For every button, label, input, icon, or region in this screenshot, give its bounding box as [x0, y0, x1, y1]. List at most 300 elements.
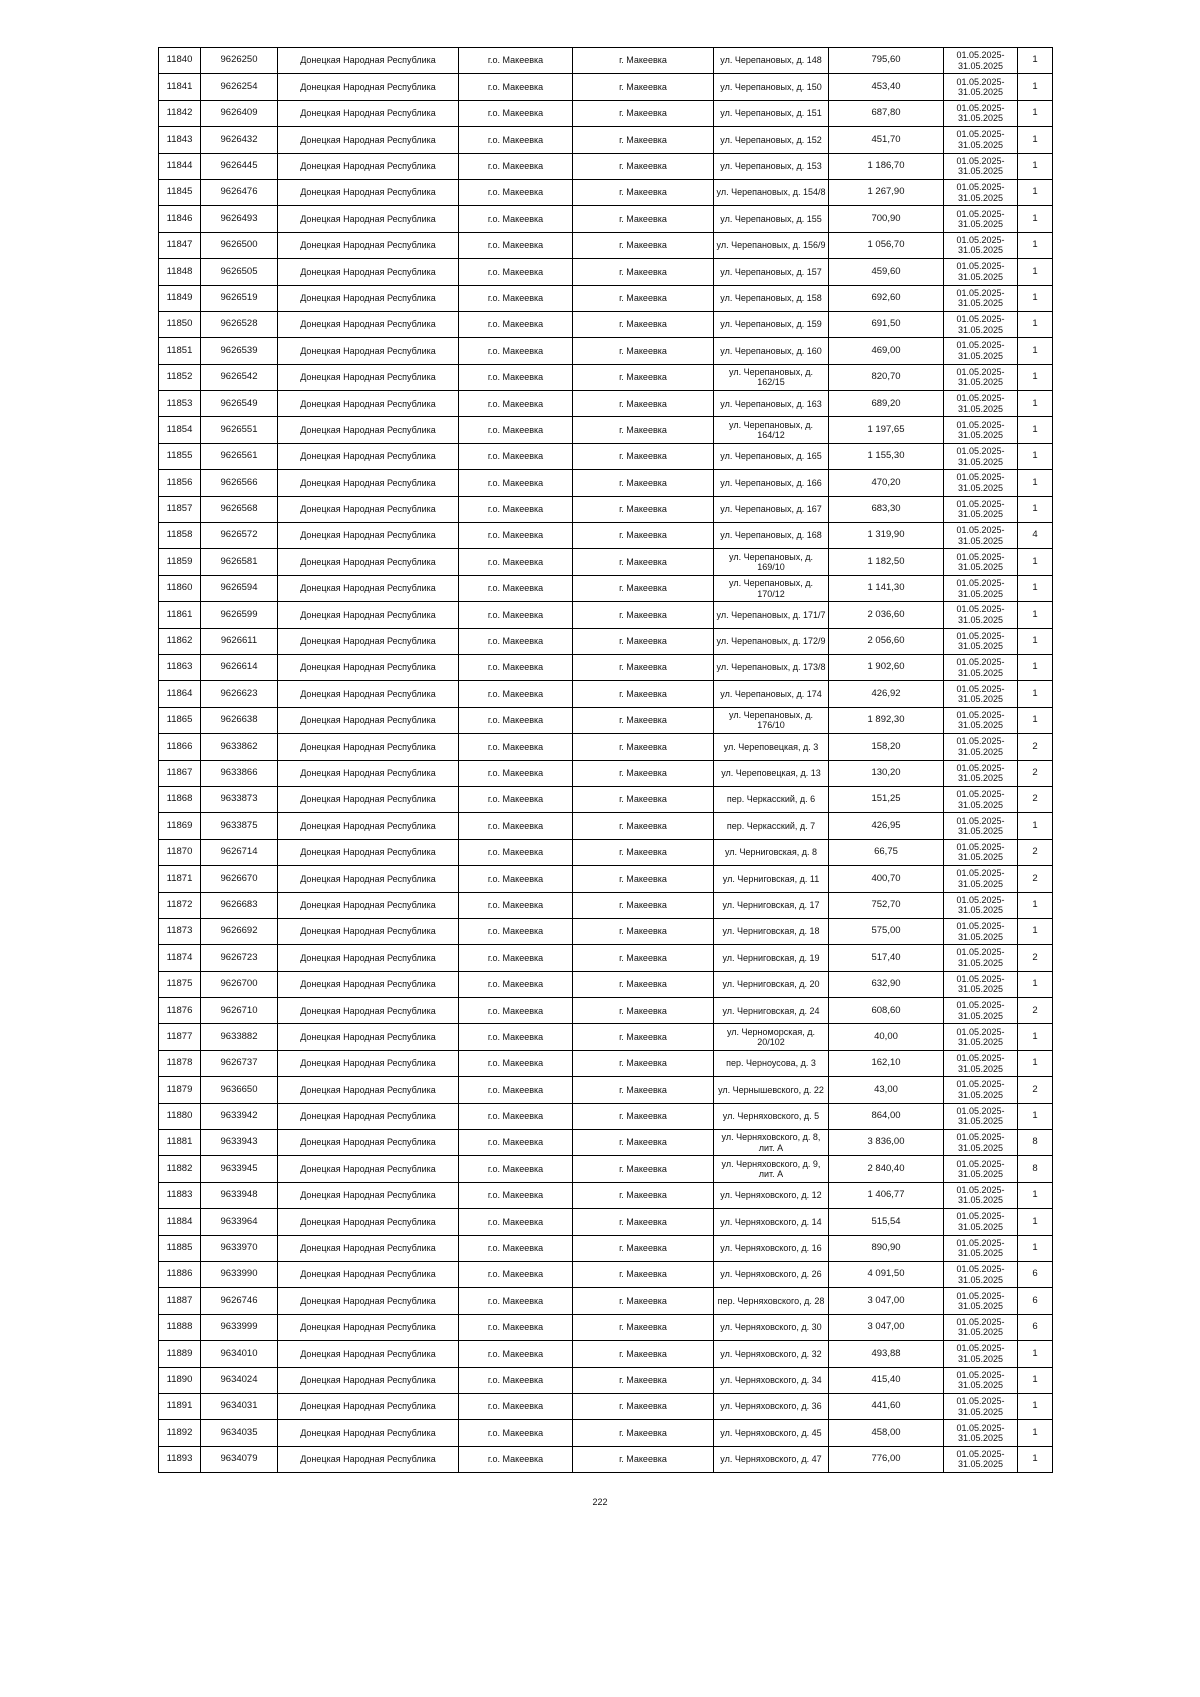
count-cell: 1	[1018, 470, 1053, 496]
row-number-cell: 11866	[159, 734, 201, 760]
municipal-district-cell: г.о. Макеевка	[459, 839, 573, 865]
count-cell: 2	[1018, 1077, 1053, 1103]
settlement-cell: г. Макеевка	[573, 48, 714, 74]
period-cell: 01.05.2025- 31.05.2025	[944, 681, 1018, 707]
settlement-cell: г. Макеевка	[573, 734, 714, 760]
settlement-cell: г. Макеевка	[573, 311, 714, 337]
period-cell: 01.05.2025- 31.05.2025	[944, 127, 1018, 153]
period-cell: 01.05.2025- 31.05.2025	[944, 206, 1018, 232]
region-cell: Донецкая Народная Республика	[278, 74, 459, 100]
address-cell: ул. Черепановых, д. 150	[714, 74, 829, 100]
settlement-cell: г. Макеевка	[573, 496, 714, 522]
count-cell: 2	[1018, 734, 1053, 760]
municipal-district-cell: г.о. Макеевка	[459, 179, 573, 205]
row-number-cell: 11854	[159, 417, 201, 443]
object-id-cell: 9626505	[201, 259, 278, 285]
row-number-cell: 11893	[159, 1446, 201, 1472]
address-cell: пер. Черноусова, д. 3	[714, 1050, 829, 1076]
settlement-cell: г. Макеевка	[573, 1367, 714, 1393]
address-cell: ул. Черепановых, д. 167	[714, 496, 829, 522]
settlement-cell: г. Макеевка	[573, 285, 714, 311]
municipal-district-cell: г.о. Макеевка	[459, 338, 573, 364]
region-cell: Донецкая Народная Республика	[278, 311, 459, 337]
table-row	[159, 417, 1053, 443]
row-number-cell: 11874	[159, 945, 201, 971]
municipal-district-cell: г.о. Макеевка	[459, 654, 573, 680]
area-cell: 43,00	[829, 1077, 944, 1103]
object-id-cell: 9626692	[201, 918, 278, 944]
settlement-cell: г. Макеевка	[573, 575, 714, 601]
settlement-cell: г. Макеевка	[573, 391, 714, 417]
count-cell: 1	[1018, 1420, 1053, 1446]
count-cell: 1	[1018, 602, 1053, 628]
table-row	[159, 734, 1053, 760]
area-cell: 4 091,50	[829, 1261, 944, 1287]
count-cell: 1	[1018, 1393, 1053, 1419]
region-cell: Донецкая Народная Республика	[278, 1182, 459, 1208]
address-cell: ул. Черепановых, д. 166	[714, 470, 829, 496]
table-row	[159, 628, 1053, 654]
region-cell: Донецкая Народная Республика	[278, 1367, 459, 1393]
object-id-cell: 9626746	[201, 1288, 278, 1314]
address-cell: ул. Черняховского, д. 47	[714, 1446, 829, 1472]
count-cell: 1	[1018, 918, 1053, 944]
table-row	[159, 813, 1053, 839]
count-cell: 2	[1018, 998, 1053, 1024]
period-cell: 01.05.2025- 31.05.2025	[944, 417, 1018, 443]
object-id-cell: 9626670	[201, 866, 278, 892]
area-cell: 692,60	[829, 285, 944, 311]
period-cell: 01.05.2025- 31.05.2025	[944, 100, 1018, 126]
table-row	[159, 654, 1053, 680]
period-cell: 01.05.2025- 31.05.2025	[944, 1261, 1018, 1287]
settlement-cell: г. Макеевка	[573, 1156, 714, 1182]
settlement-cell: г. Макеевка	[573, 760, 714, 786]
table-row	[159, 1420, 1053, 1446]
address-cell: ул. Черепановых, д. 155	[714, 206, 829, 232]
count-cell: 1	[1018, 311, 1053, 337]
settlement-cell: г. Макеевка	[573, 1446, 714, 1472]
table-row	[159, 575, 1053, 601]
address-cell: ул. Черниговская, д. 24	[714, 998, 829, 1024]
period-cell: 01.05.2025- 31.05.2025	[944, 734, 1018, 760]
object-id-cell: 9626549	[201, 391, 278, 417]
municipal-district-cell: г.о. Макеевка	[459, 443, 573, 469]
count-cell: 1	[1018, 971, 1053, 997]
settlement-cell: г. Макеевка	[573, 470, 714, 496]
settlement-cell: г. Макеевка	[573, 1182, 714, 1208]
table-row	[159, 1024, 1053, 1050]
period-cell: 01.05.2025- 31.05.2025	[944, 496, 1018, 522]
object-id-cell: 9626714	[201, 839, 278, 865]
region-cell: Донецкая Народная Республика	[278, 839, 459, 865]
object-id-cell: 9634024	[201, 1367, 278, 1393]
count-cell: 1	[1018, 153, 1053, 179]
region-cell: Донецкая Народная Республика	[278, 866, 459, 892]
municipal-district-cell: г.о. Макеевка	[459, 1341, 573, 1367]
region-cell: Донецкая Народная Республика	[278, 232, 459, 258]
table-row	[159, 681, 1053, 707]
period-cell: 01.05.2025- 31.05.2025	[944, 1050, 1018, 1076]
region-cell: Донецкая Народная Республика	[278, 1393, 459, 1419]
area-cell: 130,20	[829, 760, 944, 786]
address-cell: ул. Черняховского, д. 45	[714, 1420, 829, 1446]
settlement-cell: г. Макеевка	[573, 1130, 714, 1156]
municipal-district-cell: г.о. Макеевка	[459, 127, 573, 153]
address-cell: ул. Черепановых, д. 172/9	[714, 628, 829, 654]
row-number-cell: 11869	[159, 813, 201, 839]
table-row	[159, 786, 1053, 812]
object-id-cell: 9633873	[201, 786, 278, 812]
object-id-cell: 9633882	[201, 1024, 278, 1050]
municipal-district-cell: г.о. Макеевка	[459, 998, 573, 1024]
address-cell: ул. Черепановых, д. 165	[714, 443, 829, 469]
address-cell: ул. Черноморская, д. 20/102	[714, 1024, 829, 1050]
object-id-cell: 9626432	[201, 127, 278, 153]
settlement-cell: г. Макеевка	[573, 866, 714, 892]
row-number-cell: 11863	[159, 654, 201, 680]
settlement-cell: г. Макеевка	[573, 654, 714, 680]
address-cell: ул. Черепановых, д. 152	[714, 127, 829, 153]
row-number-cell: 11886	[159, 1261, 201, 1287]
area-cell: 162,10	[829, 1050, 944, 1076]
count-cell: 1	[1018, 1103, 1053, 1129]
area-cell: 458,00	[829, 1420, 944, 1446]
row-number-cell: 11870	[159, 839, 201, 865]
address-cell: ул. Черняховского, д. 34	[714, 1367, 829, 1393]
address-cell: ул. Черепановых, д. 163	[714, 391, 829, 417]
settlement-cell: г. Макеевка	[573, 1077, 714, 1103]
row-number-cell: 11867	[159, 760, 201, 786]
object-id-cell: 9633970	[201, 1235, 278, 1261]
period-cell: 01.05.2025- 31.05.2025	[944, 1393, 1018, 1419]
object-id-cell: 9626500	[201, 232, 278, 258]
municipal-district-cell: г.о. Макеевка	[459, 760, 573, 786]
object-id-cell: 9634079	[201, 1446, 278, 1472]
area-cell: 459,60	[829, 259, 944, 285]
region-cell: Донецкая Народная Республика	[278, 523, 459, 549]
period-cell: 01.05.2025- 31.05.2025	[944, 866, 1018, 892]
object-id-cell: 9626445	[201, 153, 278, 179]
table-row	[159, 1341, 1053, 1367]
address-cell: ул. Черняховского, д. 12	[714, 1182, 829, 1208]
address-cell: ул. Черепановых, д. 157	[714, 259, 829, 285]
period-cell: 01.05.2025- 31.05.2025	[944, 311, 1018, 337]
object-id-cell: 9626568	[201, 496, 278, 522]
settlement-cell: г. Макеевка	[573, 100, 714, 126]
area-cell: 40,00	[829, 1024, 944, 1050]
settlement-cell: г. Макеевка	[573, 1420, 714, 1446]
area-cell: 1 319,90	[829, 523, 944, 549]
settlement-cell: г. Макеевка	[573, 1209, 714, 1235]
table-row	[159, 892, 1053, 918]
page-number: 222	[592, 1497, 608, 1507]
row-number-cell: 11888	[159, 1314, 201, 1340]
row-number-cell: 11889	[159, 1341, 201, 1367]
area-cell: 1 056,70	[829, 232, 944, 258]
count-cell: 1	[1018, 338, 1053, 364]
row-number-cell: 11853	[159, 391, 201, 417]
settlement-cell: г. Макеевка	[573, 945, 714, 971]
region-cell: Донецкая Народная Республика	[278, 100, 459, 126]
row-number-cell: 11847	[159, 232, 201, 258]
address-cell: ул. Черепановых, д. 156/9	[714, 232, 829, 258]
municipal-district-cell: г.о. Макеевка	[459, 1077, 573, 1103]
count-cell: 1	[1018, 127, 1053, 153]
count-cell: 1	[1018, 1341, 1053, 1367]
table-row	[159, 1235, 1053, 1261]
object-id-cell: 9626723	[201, 945, 278, 971]
municipal-district-cell: г.о. Макеевка	[459, 470, 573, 496]
table-row	[159, 945, 1053, 971]
object-id-cell: 9626542	[201, 364, 278, 390]
count-cell: 1	[1018, 391, 1053, 417]
object-id-cell: 9626493	[201, 206, 278, 232]
count-cell: 8	[1018, 1130, 1053, 1156]
table-row	[159, 707, 1053, 733]
area-cell: 493,88	[829, 1341, 944, 1367]
period-cell: 01.05.2025- 31.05.2025	[944, 1367, 1018, 1393]
area-cell: 3 836,00	[829, 1130, 944, 1156]
row-number-cell: 11846	[159, 206, 201, 232]
row-number-cell: 11872	[159, 892, 201, 918]
count-cell: 1	[1018, 443, 1053, 469]
table-row	[159, 153, 1053, 179]
object-id-cell: 9633875	[201, 813, 278, 839]
count-cell: 1	[1018, 654, 1053, 680]
area-cell: 451,70	[829, 127, 944, 153]
address-cell: ул. Черепановых, д. 158	[714, 285, 829, 311]
region-cell: Донецкая Народная Республика	[278, 1024, 459, 1050]
period-cell: 01.05.2025- 31.05.2025	[944, 1156, 1018, 1182]
table-row	[159, 338, 1053, 364]
count-cell: 1	[1018, 681, 1053, 707]
area-cell: 1 141,30	[829, 575, 944, 601]
municipal-district-cell: г.о. Макеевка	[459, 813, 573, 839]
row-number-cell: 11890	[159, 1367, 201, 1393]
settlement-cell: г. Макеевка	[573, 523, 714, 549]
count-cell: 1	[1018, 364, 1053, 390]
area-cell: 400,70	[829, 866, 944, 892]
period-cell: 01.05.2025- 31.05.2025	[944, 1420, 1018, 1446]
region-cell: Донецкая Народная Республика	[278, 1077, 459, 1103]
municipal-district-cell: г.о. Макеевка	[459, 391, 573, 417]
row-number-cell: 11852	[159, 364, 201, 390]
settlement-cell: г. Макеевка	[573, 681, 714, 707]
count-cell: 1	[1018, 206, 1053, 232]
table-row	[159, 206, 1053, 232]
table-row	[159, 259, 1053, 285]
count-cell: 1	[1018, 1209, 1053, 1235]
region-cell: Донецкая Народная Республика	[278, 1288, 459, 1314]
region-cell: Донецкая Народная Республика	[278, 496, 459, 522]
region-cell: Донецкая Народная Республика	[278, 1130, 459, 1156]
municipal-district-cell: г.о. Макеевка	[459, 945, 573, 971]
address-cell: ул. Черепановых, д. 154/8	[714, 179, 829, 205]
row-number-cell: 11878	[159, 1050, 201, 1076]
region-cell: Донецкая Народная Республика	[278, 127, 459, 153]
period-cell: 01.05.2025- 31.05.2025	[944, 1130, 1018, 1156]
period-cell: 01.05.2025- 31.05.2025	[944, 1288, 1018, 1314]
table-row	[159, 971, 1053, 997]
row-number-cell: 11873	[159, 918, 201, 944]
municipal-district-cell: г.о. Макеевка	[459, 496, 573, 522]
table-row	[159, 1314, 1053, 1340]
region-cell: Донецкая Народная Республика	[278, 971, 459, 997]
row-number-cell: 11879	[159, 1077, 201, 1103]
settlement-cell: г. Макеевка	[573, 1103, 714, 1129]
row-number-cell: 11849	[159, 285, 201, 311]
region-cell: Донецкая Народная Республика	[278, 813, 459, 839]
period-cell: 01.05.2025- 31.05.2025	[944, 74, 1018, 100]
object-id-cell: 9633862	[201, 734, 278, 760]
municipal-district-cell: г.о. Макеевка	[459, 866, 573, 892]
settlement-cell: г. Макеевка	[573, 364, 714, 390]
address-cell: ул. Черниговская, д. 17	[714, 892, 829, 918]
region-cell: Донецкая Народная Республика	[278, 1420, 459, 1446]
address-cell: ул. Черепановых, д. 171/7	[714, 602, 829, 628]
municipal-district-cell: г.о. Макеевка	[459, 48, 573, 74]
settlement-cell: г. Макеевка	[573, 707, 714, 733]
period-cell: 01.05.2025- 31.05.2025	[944, 1182, 1018, 1208]
region-cell: Донецкая Народная Республика	[278, 470, 459, 496]
object-id-cell: 9626710	[201, 998, 278, 1024]
region-cell: Донецкая Народная Республика	[278, 1314, 459, 1340]
period-cell: 01.05.2025- 31.05.2025	[944, 549, 1018, 575]
object-id-cell: 9633964	[201, 1209, 278, 1235]
table-row	[159, 1261, 1053, 1287]
table-row	[159, 470, 1053, 496]
row-number-cell: 11857	[159, 496, 201, 522]
area-cell: 1 902,60	[829, 654, 944, 680]
row-number-cell: 11841	[159, 74, 201, 100]
count-cell: 1	[1018, 100, 1053, 126]
address-cell: ул. Черниговская, д. 8	[714, 839, 829, 865]
count-cell: 2	[1018, 866, 1053, 892]
region-cell: Донецкая Народная Республика	[278, 48, 459, 74]
area-cell: 453,40	[829, 74, 944, 100]
region-cell: Донецкая Народная Республика	[278, 654, 459, 680]
period-cell: 01.05.2025- 31.05.2025	[944, 1314, 1018, 1340]
object-id-cell: 9626566	[201, 470, 278, 496]
area-cell: 820,70	[829, 364, 944, 390]
municipal-district-cell: г.о. Макеевка	[459, 628, 573, 654]
count-cell: 2	[1018, 839, 1053, 865]
row-number-cell: 11858	[159, 523, 201, 549]
settlement-cell: г. Макеевка	[573, 127, 714, 153]
object-id-cell: 9633943	[201, 1130, 278, 1156]
count-cell: 8	[1018, 1156, 1053, 1182]
count-cell: 1	[1018, 417, 1053, 443]
address-cell: ул. Черепановых, д. 170/12	[714, 575, 829, 601]
region-cell: Донецкая Народная Республика	[278, 1446, 459, 1472]
count-cell: 1	[1018, 496, 1053, 522]
object-id-cell: 9633866	[201, 760, 278, 786]
address-cell: ул. Черниговская, д. 18	[714, 918, 829, 944]
area-cell: 700,90	[829, 206, 944, 232]
table-row	[159, 179, 1053, 205]
table-row	[159, 311, 1053, 337]
table-row	[159, 1288, 1053, 1314]
address-cell: ул. Черниговская, д. 20	[714, 971, 829, 997]
address-cell: ул. Черняховского, д. 26	[714, 1261, 829, 1287]
row-number-cell: 11887	[159, 1288, 201, 1314]
area-cell: 890,90	[829, 1235, 944, 1261]
municipal-district-cell: г.о. Макеевка	[459, 892, 573, 918]
period-cell: 01.05.2025- 31.05.2025	[944, 470, 1018, 496]
row-number-cell: 11875	[159, 971, 201, 997]
period-cell: 01.05.2025- 31.05.2025	[944, 259, 1018, 285]
object-id-cell: 9626623	[201, 681, 278, 707]
object-id-cell: 9626572	[201, 523, 278, 549]
municipal-district-cell: г.о. Макеевка	[459, 707, 573, 733]
settlement-cell: г. Макеевка	[573, 1261, 714, 1287]
area-cell: 441,60	[829, 1393, 944, 1419]
settlement-cell: г. Макеевка	[573, 417, 714, 443]
row-number-cell: 11881	[159, 1130, 201, 1156]
period-cell: 01.05.2025- 31.05.2025	[944, 602, 1018, 628]
region-cell: Донецкая Народная Республика	[278, 391, 459, 417]
row-number-cell: 11877	[159, 1024, 201, 1050]
municipal-district-cell: г.о. Макеевка	[459, 1261, 573, 1287]
address-cell: ул. Черняховского, д. 8, лит. А	[714, 1130, 829, 1156]
object-id-cell: 9626409	[201, 100, 278, 126]
object-id-cell: 9633942	[201, 1103, 278, 1129]
area-cell: 1 197,65	[829, 417, 944, 443]
area-cell: 683,30	[829, 496, 944, 522]
period-cell: 01.05.2025- 31.05.2025	[944, 892, 1018, 918]
address-cell: ул. Черепановых, д. 153	[714, 153, 829, 179]
address-cell: ул. Черепановых, д. 176/10	[714, 707, 829, 733]
area-cell: 3 047,00	[829, 1314, 944, 1340]
area-cell: 632,90	[829, 971, 944, 997]
period-cell: 01.05.2025- 31.05.2025	[944, 945, 1018, 971]
settlement-cell: г. Макеевка	[573, 918, 714, 944]
period-cell: 01.05.2025- 31.05.2025	[944, 1446, 1018, 1472]
count-cell: 1	[1018, 1050, 1053, 1076]
municipal-district-cell: г.о. Макеевка	[459, 1182, 573, 1208]
region-cell: Донецкая Народная Республика	[278, 734, 459, 760]
row-number-cell: 11871	[159, 866, 201, 892]
municipal-district-cell: г.о. Макеевка	[459, 1367, 573, 1393]
period-cell: 01.05.2025- 31.05.2025	[944, 232, 1018, 258]
row-number-cell: 11891	[159, 1393, 201, 1419]
municipal-district-cell: г.о. Макеевка	[459, 1130, 573, 1156]
row-number-cell: 11843	[159, 127, 201, 153]
period-cell: 01.05.2025- 31.05.2025	[944, 839, 1018, 865]
period-cell: 01.05.2025- 31.05.2025	[944, 523, 1018, 549]
table-row	[159, 1367, 1053, 1393]
table-row	[159, 839, 1053, 865]
address-cell: ул. Черниговская, д. 19	[714, 945, 829, 971]
table-body	[159, 48, 1053, 1473]
period-cell: 01.05.2025- 31.05.2025	[944, 1077, 1018, 1103]
period-cell: 01.05.2025- 31.05.2025	[944, 707, 1018, 733]
row-number-cell: 11876	[159, 998, 201, 1024]
municipal-district-cell: г.о. Макеевка	[459, 971, 573, 997]
table-row	[159, 285, 1053, 311]
address-cell: ул. Черняховского, д. 14	[714, 1209, 829, 1235]
object-id-cell: 9626519	[201, 285, 278, 311]
region-cell: Донецкая Народная Республика	[278, 1235, 459, 1261]
table-row	[159, 443, 1053, 469]
region-cell: Донецкая Народная Республика	[278, 918, 459, 944]
municipal-district-cell: г.о. Макеевка	[459, 1024, 573, 1050]
object-id-cell: 9626561	[201, 443, 278, 469]
area-cell: 1 155,30	[829, 443, 944, 469]
address-cell: ул. Черниговская, д. 11	[714, 866, 829, 892]
object-id-cell: 9634010	[201, 1341, 278, 1367]
